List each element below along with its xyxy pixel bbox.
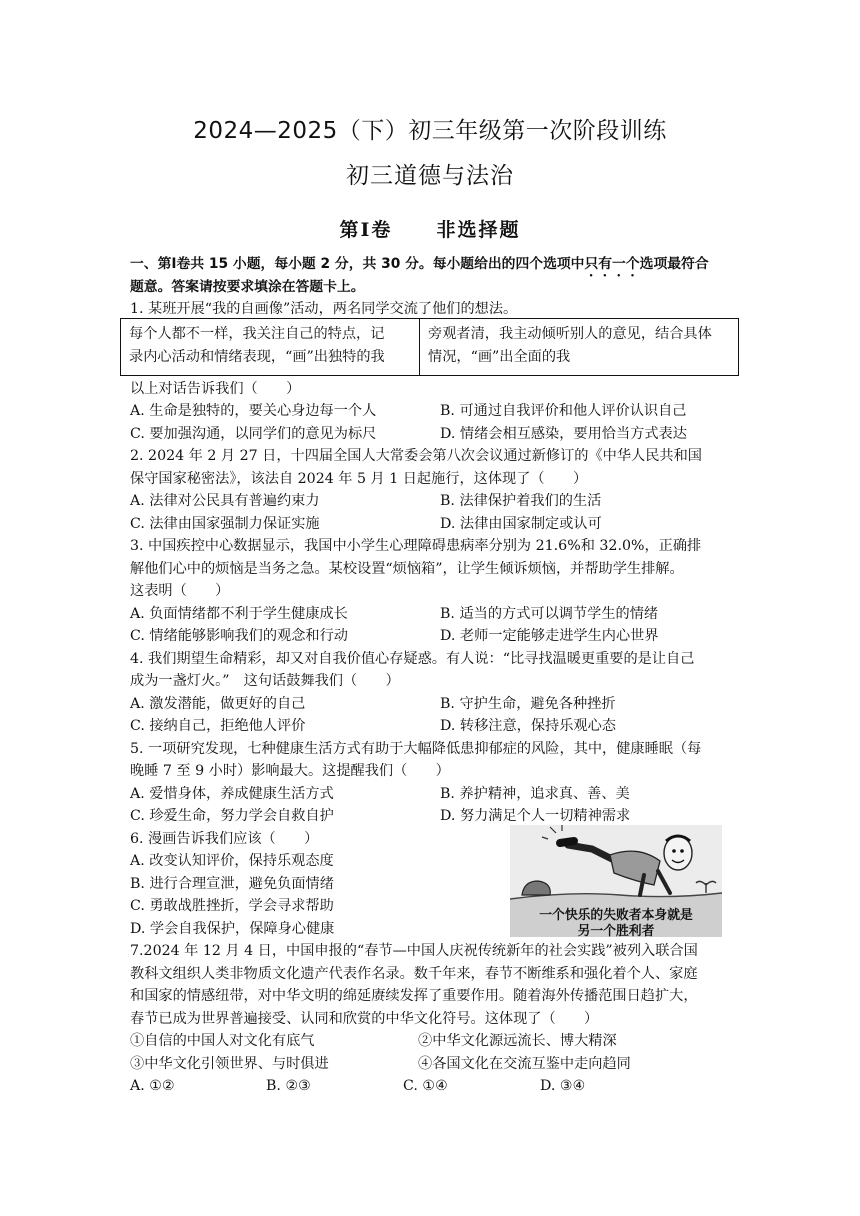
instructions-text-c: 选项最符合 [639, 256, 709, 272]
question-4-stem: 成为一盏灯火。” 这句话鼓舞我们（ ） [130, 673, 400, 689]
subject-title: 初三道德与法治 [346, 163, 514, 189]
caption-line: 一个快乐的失败者本身就是 [539, 908, 693, 923]
statement-1: ①自信的中国人对文化有底气 [130, 1033, 315, 1049]
section-label: 第Ⅰ卷 [339, 219, 393, 241]
table-left-line: 录内心活动和情绪表现，“画”出独特的我 [129, 349, 385, 365]
option-a: A. 改变认知评价，保持乐观态度 [130, 853, 334, 869]
option-b: B. 法律保护着我们的生活 [440, 493, 602, 509]
option-d: D. 转移注意，保持乐观心态 [440, 718, 616, 734]
option-a: A. 爱惜身体，养成健康生活方式 [130, 786, 334, 802]
option-c: C. 要加强沟通，以同学们的意见为标尺 [130, 426, 377, 442]
option-d: D. ③④ [540, 1078, 586, 1094]
option-c: C. 接纳自己，拒绝他人评价 [130, 718, 306, 734]
option-c: C. 珍爱生命，努力学会自救自护 [130, 808, 334, 824]
option-a: A. ①② [130, 1078, 175, 1094]
instructions-text-a: 一、第Ⅰ卷共 15 小题，每小题 2 分，共 30 分。每小题给出的四个选项中 [130, 256, 585, 272]
option-b: B. 适当的方式可以调节学生的情绪 [440, 606, 659, 622]
option-c: C. 情绪能够影响我们的观念和行动 [130, 628, 348, 644]
statement-4: ④各国文化在交流互鉴中走向趋同 [418, 1056, 631, 1072]
question-6-stem: 6. 漫画告诉我们应该（ ） [130, 831, 319, 847]
option-d: D. 老师一定能够走进学生内心世界 [440, 628, 659, 644]
option-a: A. 生命是独特的，要关心身边每一个人 [130, 403, 377, 419]
section-name: 非选择题 [436, 219, 521, 241]
figure-shoe [560, 841, 574, 843]
statement-2: ②中华文化源远流长、博大精深 [418, 1033, 617, 1049]
option-d: D. 学会自我保护，保障身心健康 [130, 921, 335, 937]
option-b: B. 可通过自我评价和他人评价认识自己 [440, 403, 687, 419]
option-d: D. 情绪会相互感染，要用恰当方式表达 [440, 426, 687, 442]
question-4-stem: 4. 我们期望生命精彩，却又对自我价值心存疑惑。有人说：“比寻找温暖更重要的是让自己 [130, 651, 695, 667]
table-cell-left [121, 319, 420, 375]
option-b: B. 守护生命，避免各种挫折 [440, 696, 616, 712]
question-7-stem: 春节已成为世界普遍接受、认同和欣赏的中华文化符号。这体现了（ ） [130, 1011, 599, 1027]
question-3-stem: 这表明（ ） [130, 583, 230, 599]
option-b: B. ②③ [266, 1078, 311, 1094]
question-7-stem: 教科文组织人类非物质文化遗产代表作名录。数千年来，春节不断维系和强化着个人、家庭 [130, 966, 698, 982]
option-d: D. 法律由国家制定或认可 [440, 516, 602, 532]
table-right-line: 旁观者清，我主动倾听别人的意见，结合具体 [428, 326, 712, 342]
question-5-stem: 晚睡 7 至 9 小时）影响最大。这提醒我们（ ） [130, 763, 450, 779]
statement-3: ③中华文化引领世界、与时俱进 [130, 1056, 329, 1072]
figure-eye [680, 849, 684, 853]
question-7-stem: 7.2024 年 12 月 4 日，中国申报的“春节—中国人庆祝传统新年的社会实践”被列入联合国 [130, 943, 698, 959]
cartoon-caption [510, 908, 722, 940]
question-1-prompt: 以上对话告诉我们（ ） [130, 381, 301, 397]
option-b: B. 养护精神，追求真、善、美 [440, 786, 630, 802]
instructions-line-2: 题意。答案请按要求填涂在答题卡上。 [130, 279, 365, 295]
table-cell-right [420, 319, 738, 375]
question-5-stem: 5. 一项研究发现，七种健康生活方式有助于大幅降低患抑郁症的风险，其中，健康睡眠（每 [130, 741, 702, 757]
section-heading [0, 215, 860, 242]
option-c: C. ①④ [403, 1078, 448, 1094]
option-d: D. 努力满足个人一切精神需求 [440, 808, 631, 824]
option-c: C. 法律由国家强制力保证实施 [130, 516, 320, 532]
caption-line: 另一个胜利者 [577, 924, 655, 939]
table-left-line: 每个人都不一样，我关注自己的特点，记 [129, 326, 385, 342]
question-1-stem: 1. 某班开展“我的自画像”活动，两名同学交流了他们的想法。 [130, 301, 518, 317]
question-3-stem: 解他们心中的烦恼是当务之急。某校设置“烦恼箱”，让学生倾诉烦恼，并帮助学生排解。 [130, 561, 684, 577]
question-2-stem: 保守国家秘密法》，该法自 2024 年 5 月 1 日起施行，这体现了（ ） [130, 471, 588, 487]
instructions-emphasis: 只有一个 [584, 256, 640, 272]
option-a: A. 法律对公民具有普遍约束力 [130, 493, 320, 509]
option-a: A. 负面情绪都不利于学生健康成长 [130, 606, 348, 622]
question-2-stem: 2. 2024 年 2 月 27 日，十四届全国人大常委会第八次会议通过新修订的《中华人民共和国 [130, 448, 702, 464]
option-b: B. 进行合理宣泄，避免负面情绪 [130, 876, 334, 892]
exam-title: 2024—2025（下）初三年级第一次阶段训练 [193, 118, 667, 144]
option-a: A. 激发潜能，做更好的自己 [130, 696, 306, 712]
question-3-stem: 3. 中国疾控中心数据显示，我国中小学生心理障碍患病率分别为 21.6%和 32.0%，正确排 [130, 538, 702, 554]
question-1-table [120, 318, 739, 376]
figure-eye [672, 849, 676, 853]
table-right-line: 情况，“画”出全面的我 [428, 349, 571, 365]
option-c: C. 勇敢战胜挫折，学会寻求帮助 [130, 898, 334, 914]
question-7-stem: 和国家的情感纽带，对中华文明的绵延赓续发挥了重要作用。随着海外传播范围日趋扩大， [130, 988, 698, 1004]
